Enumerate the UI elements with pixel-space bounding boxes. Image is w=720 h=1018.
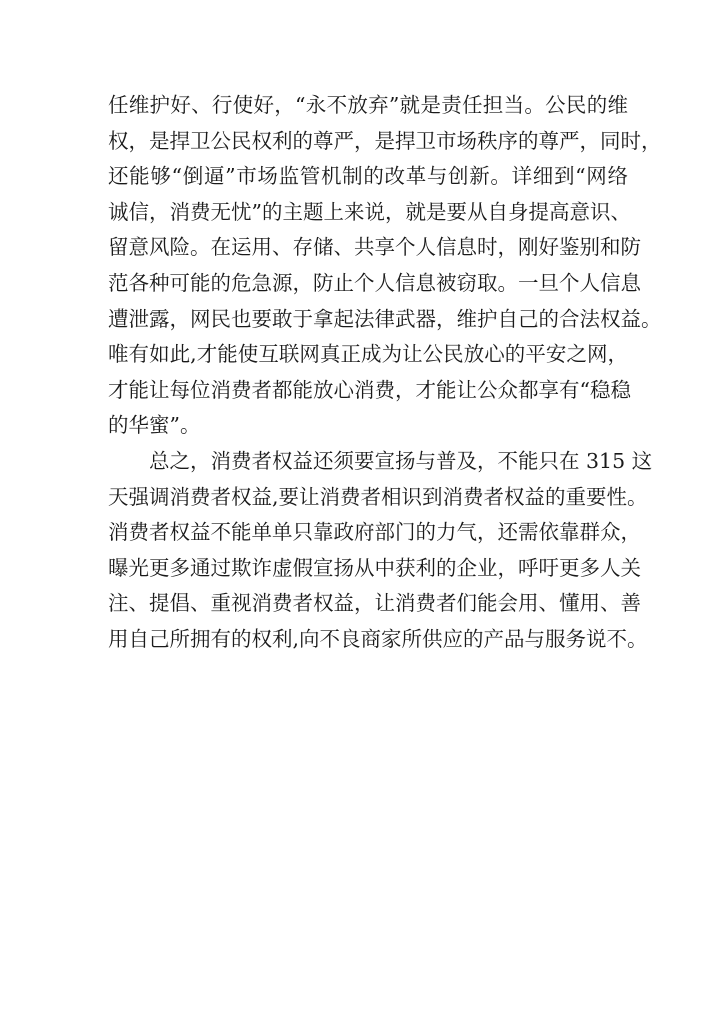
paragraph-line: 注、提倡、重视消费者权益，让消费者们能会用、懂用、善 <box>108 591 641 616</box>
paragraph-line: 权，是捍卫公民权利的尊严，是捍卫市场秩序的尊严，同时， <box>108 128 662 153</box>
paragraph-line: 消费者权益不能单单只靠政府部门的力气，还需依靠群众， <box>108 520 641 545</box>
paragraph-line: 曝光更多通过欺诈虚假宣扬从中获利的企业，呼吁更多人关 <box>108 555 641 580</box>
paragraph-line: 任维护好、行使好，“永不放弃”就是责任担当。公民的维 <box>108 93 628 117</box>
paragraph-line: 天强调消费者权益,要让消费者相识到消费者权益的重要性。 <box>108 484 648 509</box>
paragraph-line: 诚信，消费无忧”的主题上来说，就是要从自身提高意识、 <box>108 199 631 224</box>
paragraph-line: 还能够“倒逼”市场监管机制的改革与创新。详细到“网络 <box>108 164 628 189</box>
paragraph-line: 留意风险。在运用、存储、共享个人信息时，刚好鉴别和防 <box>108 235 641 260</box>
paragraph-line: 遭泄露，网民也要敢于拿起法律武器，维护自己的合法权益。 <box>108 306 662 331</box>
paragraph-2 <box>108 444 653 658</box>
paragraph-1 <box>108 88 662 444</box>
paragraph-line: 的华蜜”。 <box>108 413 201 438</box>
paragraph-line: 总之，消费者权益还须要宣扬与普及，不能只在 315 这 <box>149 448 653 473</box>
paragraph-line: 唯有如此,才能使互联网真正成为让公民放心的平安之网， <box>108 342 628 367</box>
paragraph-line: 才能让每位消费者都能放心消费，才能让公众都享有“稳稳 <box>108 377 631 402</box>
paragraph-line: 用自己所拥有的权利,向不良商家所供应的产品与服务说不。 <box>108 626 648 651</box>
paragraph-line: 范各种可能的危急源，防止个人信息被窃取。一旦个人信息 <box>108 270 641 295</box>
document-body <box>108 88 662 658</box>
